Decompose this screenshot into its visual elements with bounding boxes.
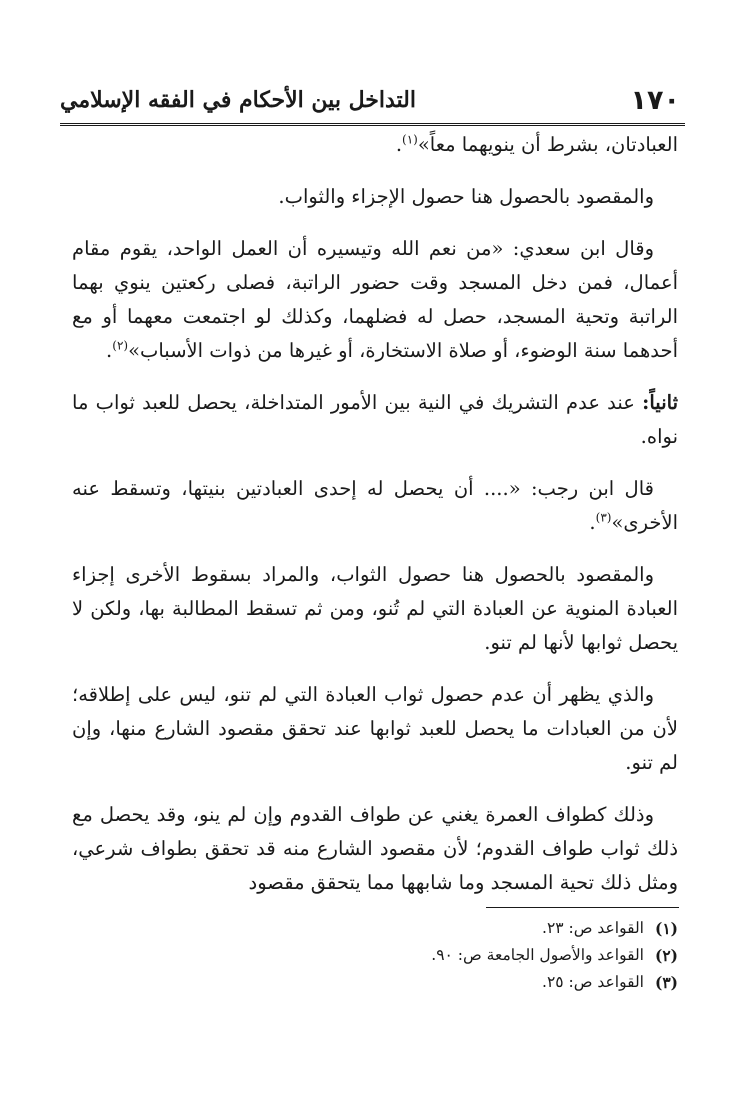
footnote-number: (٣) — [654, 973, 678, 992]
footnote-text: القواعد ص: ٢٥. — [542, 973, 644, 991]
paragraph-1: العبادتان، بشرط أن ينويهما معاً»$^{(١)}$. — [395, 132, 678, 156]
paragraph-6: والمقصود بالحصول هنا حصول الثواب، والمراد بسقوط الأخرى إجزاء العبادة المنوية عن العبادة التي لم تُنو، ومن ثم تسقط المطالبة بها، ولكن لا يحصل ثوابها لأنها لم تنو. — [72, 563, 678, 654]
paragraph-2: والمقصود بالحصول هنا حصول الإجزاء والثواب. — [278, 185, 654, 208]
paragraph-7: والذي يظهر أن عدم حصول ثواب العبادة التي لم تنو، ليس على إطلاقه؛ لأن من العبادات ما يحصل للعبد ثوابها عند تحقق مقصود الشارع منها، وإن لم تنو. — [72, 683, 678, 774]
footnote-text: القواعد والأصول الجامعة ص: ٩٠. — [431, 946, 644, 964]
footnote-1 — [72, 915, 678, 942]
footnote-text: القواعد ص: ٢٣. — [542, 919, 644, 937]
header-rule — [60, 123, 685, 126]
footnote-number: (١) — [654, 919, 678, 938]
footnote-2 — [72, 942, 678, 969]
paragraph-4: ثانياً: عند عدم التشريك في النية بين الأمور المتداخلة، يحصل للعبد ثواب ما نواه. — [72, 391, 678, 448]
body-text — [72, 128, 678, 918]
paragraph-3: وقال ابن سعدي: «من نعم الله وتيسيره أن العمل الواحد، يقوم مقام أعمال، فمن دخل المسجد وقت حضور الراتبة، فصلى ركعتين ينوي بهما الراتبة وتحية المسجد، حصل له فضلهما، وكذلك لو اجتمعت معهما أو مع أحدهما سنة الوضوء، أو صلاة الاستخارة، أو غيرها من ذوات الأسباب»$^{(٢)}$. — [72, 237, 678, 362]
section-lead: ثانياً: — [642, 391, 678, 414]
footnote-3 — [72, 969, 678, 996]
footnote-ref-3: (٣) — [595, 510, 612, 525]
footnote-rule — [486, 907, 679, 908]
footnote-number: (٢) — [654, 946, 678, 965]
footnote-ref-1: (١) — [402, 132, 418, 147]
page-number: ١٧٠ — [630, 84, 680, 116]
paragraph-5: قال ابن رجب: «.... أن يحصل له إحدى العبادتين بنيتها، وتسقط عنه الأخرى»$^{(٣)}$. — [72, 477, 678, 534]
page-header — [60, 80, 680, 120]
running-title: التداخل بين الأحكام في الفقه الإسلامي — [60, 87, 416, 113]
footnote-ref-2: (٢) — [112, 338, 129, 353]
paragraph-8: وذلك كطواف العمرة يغني عن طواف القدوم وإن لم ينو، وقد يحصل مع ذلك ثواب طواف القدوم؛ لأن مقصود الشارع منه قد تحقق بطواف شرعي، ومثل ذلك تحية المسجد وما شابهها مما يتحقق مقصود — [72, 803, 678, 894]
footnotes — [72, 915, 678, 996]
